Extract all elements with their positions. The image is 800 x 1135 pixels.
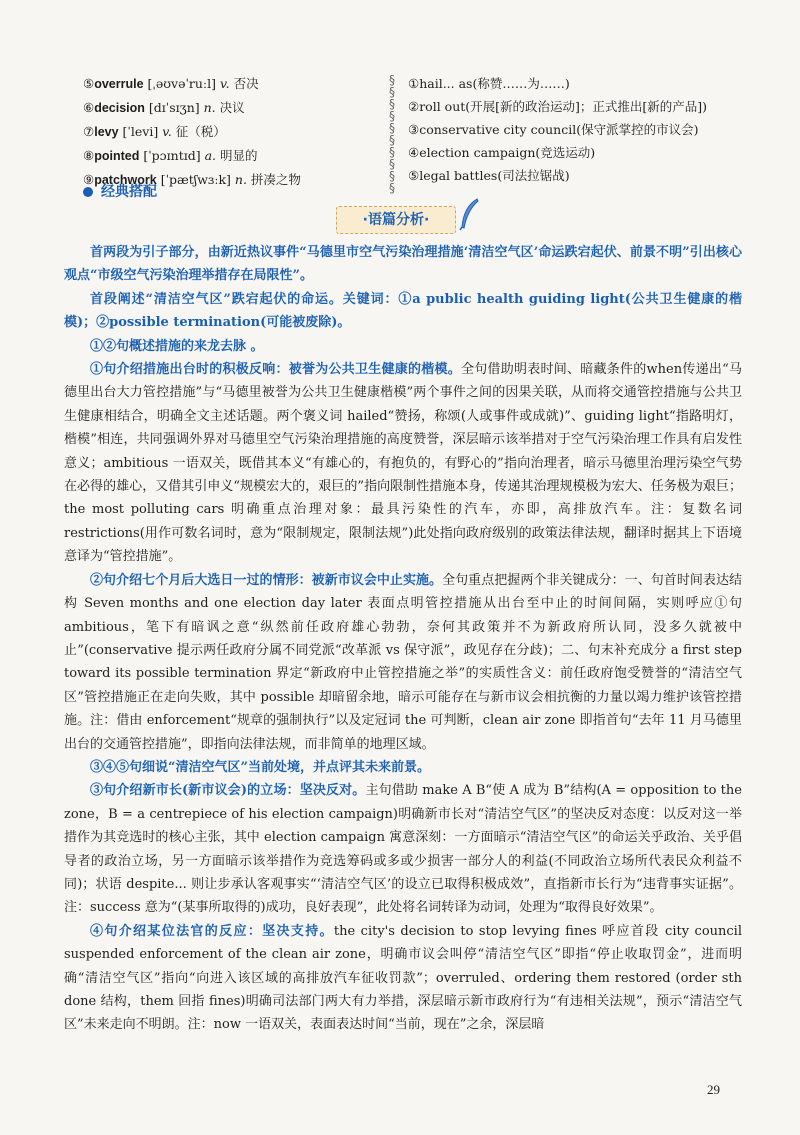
vocab-pos: a. — [204, 148, 217, 163]
phrase-item: ②roll out(开展[新的政治运动]；正式推出[新的产品]) — [408, 99, 708, 114]
vocab-number: ⑧ — [83, 148, 95, 163]
vocab-word: pointed — [94, 149, 140, 163]
vocab-word: patchwork — [94, 173, 157, 187]
vocab-meaning: 否决 — [233, 76, 259, 91]
vocab-word: decision — [94, 101, 145, 115]
section-heading-text: 经典搭配 — [101, 183, 157, 199]
vocab-phonetic: [ˈlevi] — [122, 124, 159, 139]
vocab-phonetic: [ˈpɔɪntɪd] — [143, 148, 201, 163]
paragraph-text: the city's decision to stop levying fines 呼应首段 city council suspended enforcement of the clean air zone，明确市议会叫停“清洁空气区”即指“停止收取罚金”，进而明确“清洁空气区”指向“向进入该区域的高排放汽车征收罚款”；overruled、ordering them restored (order sth done 结构，them 回指 fines)明确司法部门两大有力举措，深层暗示新市政府行为“有违相关法规”，预示“清洁空气区”未来走向不明朗。注：now 一语双关，表面表达时间“当前，现在”之余，深层暗 — [64, 923, 742, 1033]
banner-title: ·语篇分析· — [362, 212, 430, 228]
vocab-phonetic: [ˌəʊvəˈruːl] — [147, 76, 217, 91]
analysis-banner — [336, 206, 456, 234]
vocab-meaning: 征（税） — [175, 124, 226, 139]
phrase-item: ③conservative city council(保守派掌控的市议会) — [408, 122, 699, 137]
analysis-paragraph — [64, 779, 742, 919]
phrase-item: ④election campaign(竞选运动) — [408, 145, 596, 160]
vocab-number: ⑦ — [83, 124, 95, 139]
vocab-number: ⑥ — [83, 100, 95, 115]
vocab-number: ⑨ — [83, 172, 95, 187]
vocab-pos: n. — [203, 100, 216, 115]
paragraph-highlight: ①句介绍措施出台时的积极反响：被誉为公共卫生健康的楷模。 — [90, 362, 462, 378]
paragraph-highlight: ②句介绍七个月后大选日一过的情形：被新市议会中止实施。 — [90, 572, 443, 588]
paragraph-highlight: ①②句概述措施的来龙去脉 。 — [90, 338, 264, 354]
vocab-meaning: 明显的 — [220, 148, 258, 163]
paragraph-text: 主句借助 make A B“使 A 成为 B”结构(A = opposition to the zone，B = a centrepiece of his election campaign)明确新市长对“清洁空气区”的坚决反对态度：以反对这一举措作为其竞选时的核心主张，其中 election campaign 寓意深刻：一方面暗示“清洁空气区”的命运关乎政治、关乎倡导者的政治立场，另一方面暗示该举措作为竞选筹码或多或少损害一部分人的利益(不同政治立场所代表民众利益不同)；状语 despite... 则让步承认客观事实“‘清洁空气区’的设立已取得积极成效”，直指新市长行为“违背事实证据”。注：success 意为“(某事所取得的)成功，良好表现”，此处将名词转译为动词，处理为“取得良好效果”。 — [64, 783, 742, 916]
phrase-list — [408, 72, 743, 187]
vocab-phonetic: [ˈpætʃwɜːk] — [160, 172, 231, 187]
bullet-dot-icon — [83, 187, 93, 197]
vocab-entry — [83, 144, 383, 168]
vocab-entry — [83, 72, 383, 96]
vocab-pos: v. — [162, 124, 172, 139]
paragraph-text: 全句借助明表时间、暗藏条件的when传递出“马德里出台大力管控措施”与“马德里被誉为公共卫生健康楷模”两个事件之间的因果关联，从而将交通管控措施与公共卫生健康相结合，明确全文主述话题。两个褒义词 hailed“赞扬，称颂(人或事件或成就)”、guiding light“指路明灯，楷模”相连，共同强调外界对马德里空气污染治理措施的高度赞誉，深层暗示该举措对于空气污染治理工作具有启发性意义；ambitious 一语双关，既借其本义“有雄心的，有抱负的，有野心的”指向治理者，暗示马德里治理污染空气势在必得的雄心，又借其引申义“规模宏大的，艰巨的”指向限制性措施本身，传递其治理规模极为宏大、任务极为艰巨；the most polluting cars 明确重点治理对象：最具污染性的汽车，亦即，高排放汽车。注：复数名词 restrictions(用作可数名词时，意为“限制规定，限制法规”)此处指向政府级别的政策法律法规，翻译时据其上下语境意译为“管控措施”。 — [64, 362, 742, 565]
vocab-word: levy — [94, 125, 119, 139]
analysis-paragraph — [64, 288, 742, 335]
vocab-meaning: 拼凑之物 — [250, 172, 301, 187]
vocab-pos: n. — [234, 172, 247, 187]
analysis-paragraph — [64, 241, 742, 288]
analysis-paragraph — [64, 920, 742, 1037]
section-heading — [83, 181, 157, 201]
vocab-entry — [83, 96, 383, 120]
paragraph-text: 全句重点把握两个非关键成分：一、句首时间表达结构 Seven months and one election day later 表面点明管控措施从出台至中止的时间间隔，实则呼应①句 ambitious，笔下有暗讽之意“纵然前任政府雄心勃勃，奈何其政策并不为新政府所认同，没多久就被中止”(conservative 提示两任政府分属不同党派“改革派 vs 保守派”，政见存在分歧)；二、句末补充成分 a first step toward its possible termination 界定“新政府中止管控措施之举”的实质性含义：前任政府饱受赞誉的“清洁空气区”管控措施正在走向失败，其中 possible 却暗留余地，暗示可能存在与新市议会相抗衡的力量以竭力维护该管控措施。注：借由 enforcement“规章的强制执行”以及定冠词 the 可判断，clean air zone 即指首句“去年 11 月马德里出台的交通管控措施”，即指向法律法规，而非简单的地理区域。 — [64, 572, 742, 752]
paragraph-highlight: ③④⑤句细说“清洁空气区”当前处境，并点评其未来前景。 — [90, 759, 430, 775]
paragraph-highlight: ④句介绍某位法官的反应：坚决支持。 — [90, 923, 334, 939]
paragraph-highlight: ③句介绍新市长(新市议会)的立场：坚决反对。 — [90, 783, 366, 799]
vocab-phonetic: [dɪˈsɪʒn] — [148, 100, 200, 115]
analysis-paragraph — [64, 358, 742, 569]
phrase-item: ⑤legal battles(司法拉锯战) — [408, 168, 570, 183]
vocab-entry — [83, 120, 383, 144]
binding-spiral: § § § § § § § § § § — [389, 74, 395, 194]
quill-pen-icon — [457, 197, 481, 231]
analysis-paragraph — [64, 335, 742, 358]
analysis-paragraph — [64, 756, 742, 779]
page-number: 29 — [707, 1082, 720, 1097]
phrase-item: ①hail... as(称赞……为……) — [408, 76, 570, 91]
vocabulary-list — [83, 72, 383, 192]
vocab-word: overrule — [94, 77, 144, 91]
analysis-body — [64, 241, 742, 1037]
paragraph-highlight: 首两段为引子部分，由新近热议事件“马德里市空气污染治理措施‘清洁空气区’命运跌宕起伏、前景不明”引出核心观点“市级空气污染治理举措存在局限性”。 — [64, 245, 742, 284]
vocab-meaning: 决议 — [219, 100, 245, 115]
paragraph-highlight: 首段阐述“清洁空气区”跌宕起伏的命运。关键词：①a public health guiding light(公共卫生健康的楷模)；②possible termination(可能被废除)。 — [64, 291, 742, 331]
vocab-pos: v. — [220, 76, 230, 91]
vocab-number: ⑤ — [83, 76, 95, 91]
analysis-paragraph — [64, 569, 742, 756]
